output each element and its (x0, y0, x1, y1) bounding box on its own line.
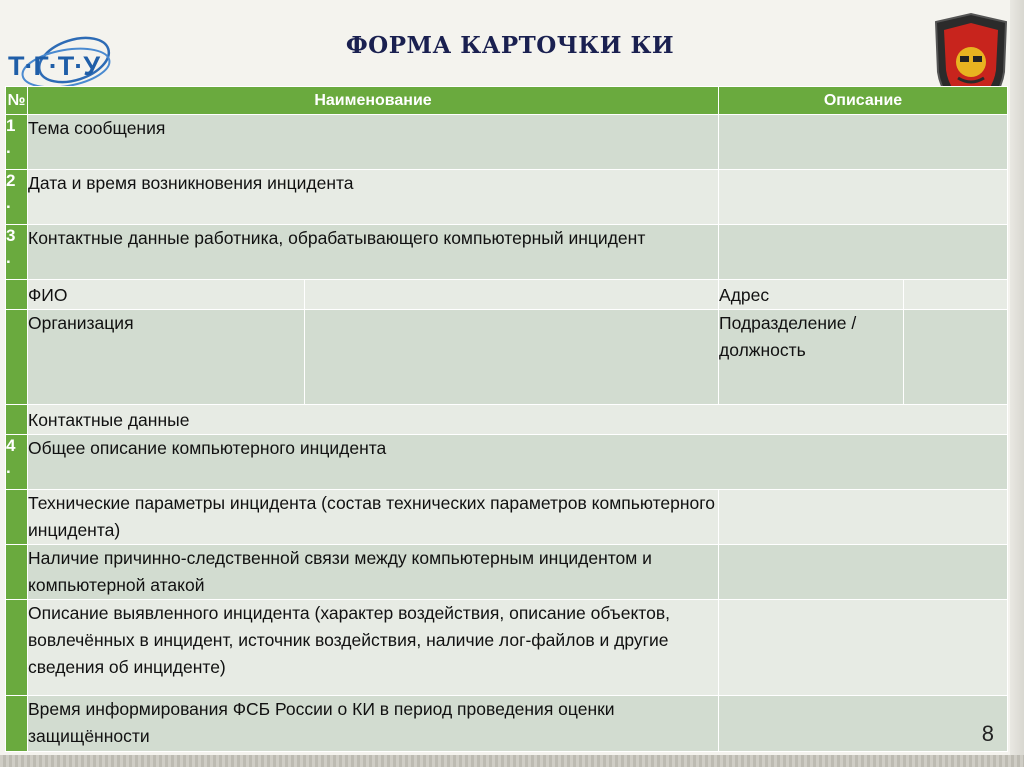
row-description-cell[interactable] (719, 696, 1008, 752)
column-header-name: Наименование (28, 87, 719, 115)
row-description-cell[interactable] (719, 170, 1008, 225)
table-row (6, 115, 1008, 170)
incident-card-table (5, 86, 1008, 752)
row-name-cell: Контактные данные работника, обрабатывающего компьютерный инцидент (28, 225, 719, 280)
row-number (6, 310, 28, 405)
contact-details-label: Контактные данные (28, 405, 1008, 435)
column-header-description: Описание (719, 87, 1008, 115)
address-label: Адрес (719, 280, 904, 310)
row-description-cell[interactable] (719, 600, 1008, 696)
row-name-cell: Описание выявленного инцидента (характер воздействия, описание объектов, вовлечённых в инцидент, источник воздействия, наличие лог-файлов и другие сведения об инциденте) (28, 600, 719, 696)
department-position-label: Подразделение / должность (719, 310, 904, 405)
row-name-cell: Дата и время возникновения инцидента (28, 170, 719, 225)
table-row (6, 435, 1008, 490)
table-header-row (6, 87, 1008, 115)
table-row (6, 545, 1008, 600)
organization-value-cell[interactable] (305, 310, 719, 405)
row-number (6, 405, 28, 435)
row-number (6, 600, 28, 696)
fio-label: ФИО (28, 280, 305, 310)
row-description-cell[interactable] (719, 115, 1008, 170)
table-row (6, 696, 1008, 752)
table-row (6, 170, 1008, 225)
row-number (6, 545, 28, 600)
row-name-cell: Наличие причинно-следственной связи между компьютерным инцидентом и компьютерной атакой (28, 545, 719, 600)
row-name-cell: Общее описание компьютерного инцидента (28, 435, 1008, 490)
organization-label: Организация (28, 310, 305, 405)
row-number (6, 490, 28, 545)
row-number (6, 280, 28, 310)
table-row (6, 225, 1008, 280)
row-number (6, 696, 28, 752)
row-number: 1 . (6, 115, 28, 170)
slide-number: 8 (981, 721, 994, 746)
row-name-cell: Время информирования ФСБ России о КИ в период проведения оценки защищённости (28, 696, 719, 752)
table-row (6, 405, 1008, 435)
table-row (6, 280, 1008, 310)
page-title: ФОРМА КАРТОЧКИ КИ (345, 32, 675, 59)
row-name-cell: Технические параметры инцидента (состав технических параметров компьютерного инцидента) (28, 490, 719, 545)
table-row (6, 600, 1008, 696)
row-number: 4 . (6, 435, 28, 490)
slide-frame-right (1010, 0, 1024, 767)
row-number: 3 . (6, 225, 28, 280)
fio-value-cell[interactable] (305, 280, 719, 310)
row-name-cell: Тема сообщения (28, 115, 719, 170)
row-number: 2 . (6, 170, 28, 225)
column-header-number: № (6, 87, 28, 115)
row-description-cell[interactable] (719, 545, 1008, 600)
row-description-cell[interactable] (719, 490, 1008, 545)
address-value-cell[interactable] (904, 280, 1008, 310)
table-row (6, 490, 1008, 545)
logo-text: Т·Г·Т·У (8, 51, 101, 81)
slide-frame-bottom (0, 755, 1024, 767)
table-row (6, 310, 1008, 405)
department-position-value-cell[interactable] (904, 310, 1008, 405)
row-description-cell[interactable] (719, 225, 1008, 280)
